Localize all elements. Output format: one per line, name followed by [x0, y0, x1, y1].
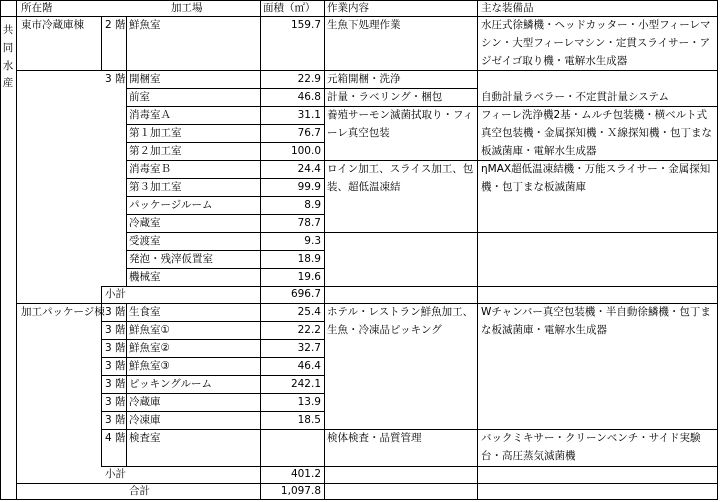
floor-label: 3 階	[105, 342, 126, 354]
room-name: 発泡・残滓仮置室	[129, 253, 213, 265]
work-content: 養殖サーモン滅菌拭取り・フィーレ真空包装	[327, 109, 474, 139]
building-name: 東市冷蔵庫棟	[21, 19, 84, 31]
equipment-list: Wチャンバー真空包装機・半自動徐鱗機・包丁まな板滅菌庫・電解水生成器	[481, 306, 711, 336]
header-work: 作業内容	[327, 2, 369, 14]
equipment-list: バックミキサー・クリーンベンチ・サイド実験台・高圧蒸気滅菌機	[481, 432, 701, 462]
room-name: 鮮魚室②	[129, 342, 170, 354]
area-value: 25.4	[297, 306, 321, 318]
rule	[324, 1, 325, 499]
room-name: 第３加工室	[129, 181, 182, 193]
floor-label: 3 階	[105, 73, 126, 85]
rule	[477, 1, 478, 499]
header-room: 加工場	[171, 2, 203, 14]
room-name: 検査室	[129, 432, 161, 444]
room-name: ピッキングルーム	[129, 378, 212, 390]
rule	[260, 1, 261, 499]
area-value: 18.5	[297, 414, 321, 426]
area-value: 8.9	[304, 199, 321, 211]
room-name: 前室	[129, 91, 150, 103]
total-label: 合計	[129, 485, 150, 497]
room-name: 受渡室	[129, 235, 161, 247]
floor-label: 3 階	[105, 360, 126, 372]
area-value: 22.2	[297, 324, 321, 336]
equipment-list: フィーレ洗浄機2基・ムルチ包装機・横ベルト式真空包装機・金属探知機・Ｘ線探知機・包丁まな板滅菌庫・電解水生成器	[481, 109, 712, 157]
room-name: 鮮魚室	[129, 19, 161, 31]
area-value: 9.3	[304, 235, 321, 247]
room-name: 消毒室Ｂ	[129, 163, 171, 175]
area-value: 18.9	[297, 253, 321, 265]
area-value: 46.4	[297, 360, 321, 372]
area-value: 31.1	[297, 109, 321, 121]
rule	[101, 16, 102, 70]
room-name: 消毒室Ａ	[129, 109, 171, 121]
area-value: 78.7	[297, 217, 321, 229]
header-floor: 所在階	[21, 2, 53, 14]
subtotal-value: 401.2	[290, 468, 321, 480]
floor-label: 3 階	[105, 414, 126, 426]
floor-label: 3 階	[105, 396, 126, 408]
work-content: 計量・ラベリング・梱包	[327, 91, 443, 103]
floor-label: 3 階	[105, 324, 126, 336]
floor-label: 3 階	[105, 378, 126, 390]
rule	[126, 16, 127, 286]
room-name: 鮮魚室①	[129, 324, 170, 336]
room-name: 第２加工室	[129, 145, 182, 157]
area-value: 76.7	[297, 127, 321, 139]
rule	[126, 303, 127, 466]
area-value: 242.1	[290, 378, 321, 390]
total-value: 1,097.8	[280, 485, 321, 497]
equipment-list: 自動計量ラベラー・不定貫計量システム	[481, 91, 669, 103]
room-name: パッケージルーム	[129, 199, 213, 211]
area-value: 24.4	[297, 163, 321, 175]
room-name: 生食室	[129, 306, 161, 318]
subtotal-label: 小計	[105, 288, 126, 300]
work-content: 元箱開梱・洗浄	[327, 73, 401, 85]
area-value: 13.9	[297, 396, 321, 408]
equipment-list: 水圧式徐鱗機・ヘッドカッター・小型フィーレマシン・大型フィーレマシン・定貫スライサー・アジゼイゴ取り機・電解水生成器	[481, 19, 711, 67]
work-content: 検体検査・品質管理	[327, 432, 422, 444]
room-name: 冷蔵室	[129, 217, 161, 229]
subtotal-label: 小計	[105, 468, 126, 480]
work-content: 生魚下処理作業	[327, 19, 401, 31]
building-name: 加工パッケージ棟	[21, 306, 105, 318]
room-name: 開梱室	[129, 73, 161, 85]
equipment-list: ηMAX超低温凍結機・万能スライサー・金属探知機・包丁まな板滅菌庫	[481, 163, 711, 193]
area-value: 19.6	[297, 271, 321, 283]
room-name: 冷凍庫	[129, 414, 161, 426]
header-equipment: 主な装備品	[481, 2, 534, 14]
organization-name: 共同水産	[2, 24, 14, 90]
rule	[101, 286, 717, 287]
header-area: 面積（㎡）	[263, 2, 316, 14]
floor-label: 2 階	[105, 19, 126, 31]
rule	[101, 466, 717, 467]
rule	[126, 232, 717, 233]
subtotal-value: 696.7	[290, 288, 321, 300]
room-name: 機械室	[129, 271, 161, 283]
room-name: 鮮魚室③	[129, 360, 170, 372]
room-name: 第１加工室	[129, 127, 182, 139]
area-value: 32.7	[297, 342, 321, 354]
work-content: ロイン加工、スライス加工、包装、超低温凍結	[327, 163, 474, 193]
floor-label: 4 階	[105, 432, 126, 444]
area-value: 22.9	[297, 73, 321, 85]
work-content: ホテル・レストラン鮮魚加工、生魚・冷凍品ピッキング	[327, 306, 474, 336]
area-value: 46.8	[297, 91, 321, 103]
floor-label: 3 階	[105, 306, 126, 318]
room-name: 冷蔵庫	[129, 396, 161, 408]
area-value: 99.9	[297, 181, 321, 193]
rule	[16, 1, 17, 499]
area-value: 100.0	[290, 145, 321, 157]
area-value: 159.7	[290, 19, 321, 31]
